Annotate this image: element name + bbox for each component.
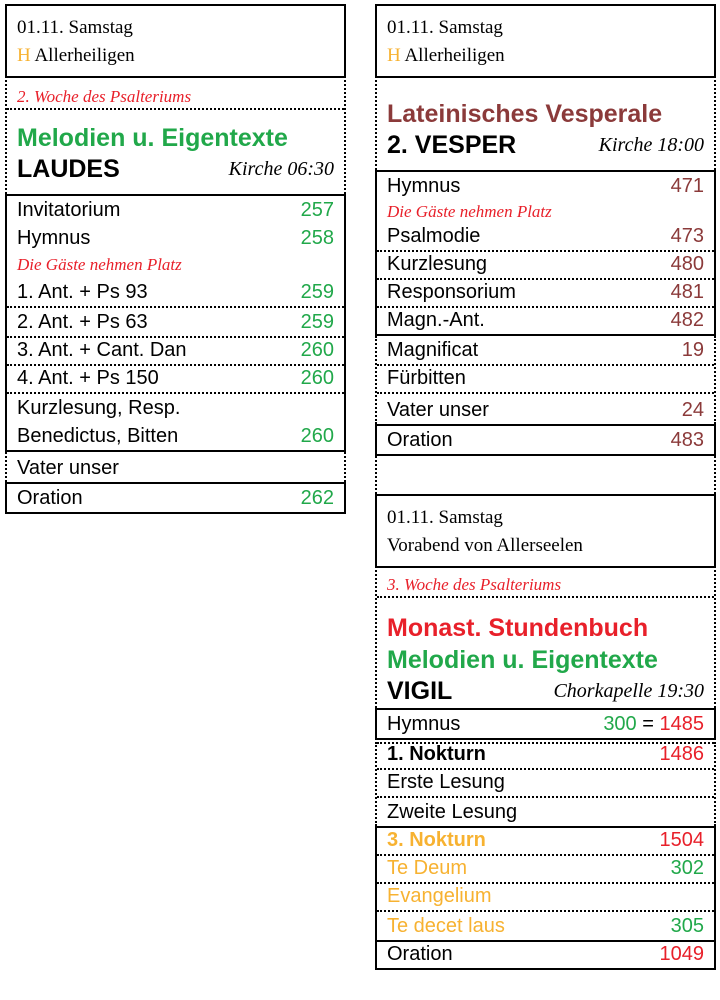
oration-row [5, 482, 346, 514]
list-item: 3. Nokturn 1504 [377, 828, 714, 856]
vigil-hymnus-row [375, 708, 716, 740]
list-item: Fürbitten [377, 366, 714, 394]
vater-unser-row [5, 452, 346, 482]
list-item: Oration 483 [387, 429, 704, 451]
laudes-list [5, 194, 346, 452]
hour-place: Kirche 06:30 [228, 158, 334, 180]
list-item: 3. Ant. + Cant. Dan 260 [7, 338, 344, 366]
source-title-1: Monast. Stundenbuch [387, 614, 649, 642]
hour-place: Chorkapelle 19:30 [553, 680, 704, 702]
list-item: Magnificat 19 [377, 336, 714, 366]
list-item: 1. Ant. + Ps 93 259 [7, 278, 344, 308]
list-item: 4. Ant. + Ps 150 260 [7, 366, 344, 394]
feast-letter: H [17, 45, 31, 66]
date-header [5, 4, 346, 76]
hour-place: Kirche 18:00 [598, 134, 704, 156]
psalter-week [7, 78, 344, 110]
vigil-heading-box [375, 566, 716, 708]
list-item: Benedictus, Bitten 260 [7, 422, 344, 452]
feast-name: Allerheiligen [404, 45, 505, 66]
list-item: Responsorium 481 [377, 280, 714, 308]
date-text: 01.11. Samstag [17, 17, 133, 38]
feast-line [377, 42, 714, 70]
date-line: 01.11. Samstag [387, 17, 503, 38]
list-item: Hymnus 471 [387, 175, 704, 197]
laudes-column [5, 4, 346, 514]
list-item: Invitatorium 257 [17, 199, 334, 221]
hymnus-pages: 300 = 1485 [603, 713, 704, 735]
vigil-list [375, 742, 716, 826]
spacer-box [375, 456, 716, 494]
list-item: Erste Lesung [377, 770, 714, 798]
oration-row [375, 424, 716, 456]
right-column [375, 4, 716, 970]
list-item: Kurzlesung 480 [377, 252, 714, 280]
date-header-vigil [375, 494, 716, 566]
date-line: 01.11. Samstag [387, 507, 503, 528]
list-item: Te Deum 302 [377, 856, 714, 884]
source-title: Lateinisches Vesperale [387, 100, 663, 128]
guest-note: Die Gäste nehmen Platz [17, 255, 182, 274]
list-item: 2. Ant. + Ps 63 259 [7, 308, 344, 338]
vesper-heading-box [375, 76, 716, 170]
list-item: Vater unser 24 [387, 399, 704, 421]
vesper-list-2 [375, 336, 716, 424]
hour-header [377, 676, 714, 706]
source-title: Melodien u. Eigentexte [17, 124, 288, 152]
list-item: Magn.-Ant. 482 [377, 308, 714, 336]
oration-row [375, 940, 716, 970]
nokturn3-block [375, 826, 716, 940]
list-item: Oration 1049 [387, 943, 704, 965]
hour-title: VIGIL [387, 677, 453, 705]
list-item: Zweite Lesung [387, 801, 518, 823]
list-item: Kurzlesung, Resp. [17, 397, 181, 419]
date-line [7, 6, 344, 42]
feast-line [7, 42, 344, 70]
vesper-list [375, 170, 716, 336]
guest-note: Die Gäste nehmen Platz [387, 202, 552, 221]
list-item: Vater unser [17, 457, 119, 479]
week-text: 2. Woche des Psalteriums [17, 87, 192, 106]
list-item: Oration 262 [17, 487, 334, 509]
list-item: Te decet laus 305 [387, 915, 704, 937]
list-item: Hymnus 300 = 1485 [377, 710, 714, 738]
source-title-2: Melodien u. Eigentexte [387, 646, 658, 674]
feast-name: Allerheiligen [34, 45, 135, 66]
psalter-week: 3. Woche des Psalteriums [377, 568, 714, 598]
laudes-heading-box [5, 76, 346, 194]
hour-header [377, 130, 714, 160]
subtitle-line: Vorabend von Allerseelen [387, 535, 583, 556]
list-item: Evangelium [377, 884, 714, 912]
feast-letter: H [387, 45, 401, 66]
hour-title: LAUDES [17, 155, 120, 183]
date-header [375, 4, 716, 76]
list-item: 1. Nokturn 1486 [377, 742, 714, 770]
list-item: Hymnus 258 [17, 227, 334, 249]
hour-title: 2. VESPER [387, 131, 517, 159]
list-item: Psalmodie 473 [377, 224, 714, 252]
hour-header [7, 154, 344, 184]
